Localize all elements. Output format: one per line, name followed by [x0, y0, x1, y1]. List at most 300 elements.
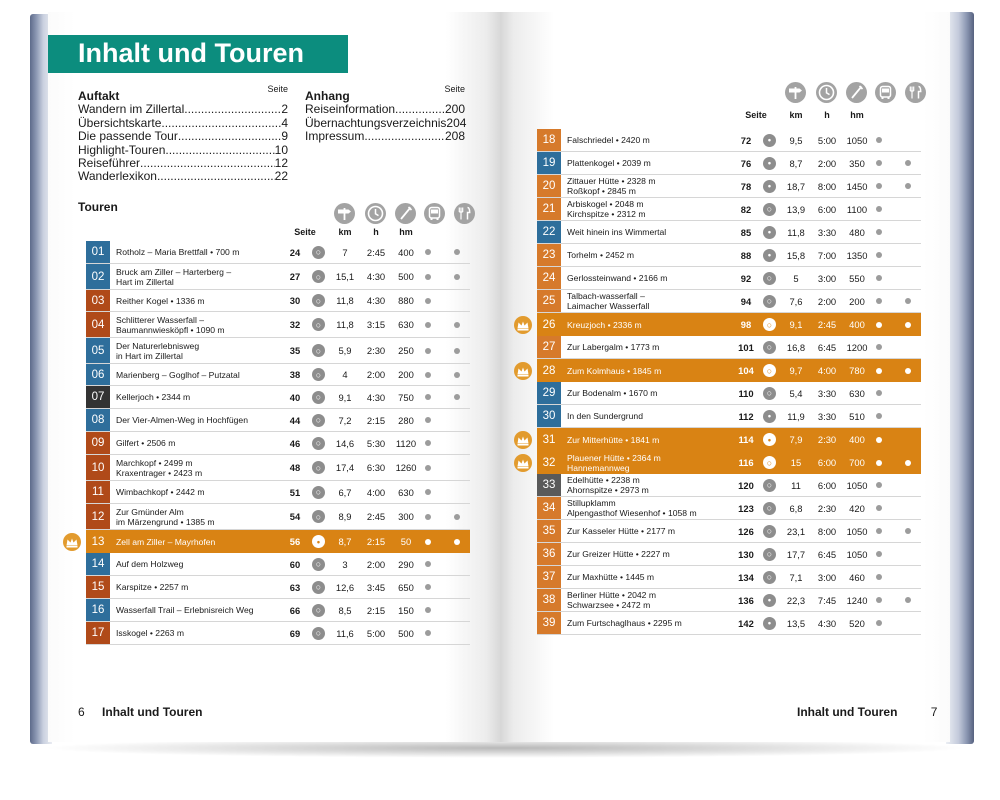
difficulty-easy-icon: ○	[312, 437, 325, 450]
tour-name-line: im Märzengrund • 1385 m	[116, 516, 215, 527]
bus-indicator-dot	[425, 539, 431, 545]
tour-name	[116, 312, 284, 337]
restaurant-icon	[454, 203, 475, 224]
tour-number: 36	[537, 543, 561, 565]
highlight-crown-icon	[513, 361, 533, 381]
toc-entry[interactable]	[78, 170, 288, 183]
tour-name	[116, 386, 284, 408]
tour-row[interactable]	[86, 553, 470, 576]
difficulty-medium-icon: •	[763, 249, 776, 262]
column-header-km: km	[338, 227, 352, 237]
tour-h: 6:45	[817, 548, 837, 560]
toc-entry-page: 22	[274, 169, 288, 184]
tour-number: 06	[86, 364, 110, 385]
tour-page: 120	[738, 479, 754, 491]
tour-page: 76	[740, 157, 752, 169]
tour-hm: 1450	[846, 180, 868, 192]
difficulty-medium-icon: •	[763, 157, 776, 170]
tour-h: 4:30	[366, 271, 386, 282]
tour-name	[116, 455, 284, 480]
tour-name	[567, 221, 735, 243]
tour-km: 13,5	[786, 617, 806, 629]
difficulty-easy-icon: ○	[763, 272, 776, 285]
difficulty-easy-icon: ○	[312, 270, 325, 283]
toc-anhang-heading: Anhang	[305, 89, 350, 103]
bus-indicator-dot	[876, 206, 882, 212]
tour-row[interactable]	[537, 612, 921, 635]
tour-number: 27	[537, 336, 561, 358]
tour-row[interactable]	[86, 386, 470, 409]
tour-number: 21	[537, 198, 561, 220]
tour-km: 11,8	[787, 226, 805, 238]
tour-row[interactable]	[537, 566, 921, 589]
tour-number: 18	[537, 129, 561, 151]
tour-h: 4:30	[817, 617, 837, 629]
toc-entry-page: 208	[444, 129, 465, 144]
food-indicator-dot	[454, 372, 460, 378]
highlight-crown-icon	[513, 430, 533, 450]
tour-h: 3:00	[817, 571, 837, 583]
toc-entry-page: 2	[281, 102, 288, 117]
tour-page: 66	[289, 604, 301, 616]
bus-indicator-dot	[876, 344, 882, 350]
toc-leader-dots	[165, 144, 274, 157]
tour-name-line: Schwarzsee • 2472 m	[567, 600, 651, 610]
tour-name-line: Laimacher Wasserfall	[567, 301, 650, 311]
tour-hm: 650	[398, 581, 414, 593]
tour-name-line: Zum Kolmhaus • 1845 m	[567, 365, 662, 376]
left-page-number: 6	[78, 705, 85, 719]
tour-page: 110	[738, 387, 754, 399]
tour-hm: 880	[398, 295, 414, 306]
difficulty-easy-icon: ○	[312, 368, 325, 381]
tour-name	[567, 382, 735, 404]
difficulty-medium-icon: •	[763, 226, 776, 239]
tour-row[interactable]	[537, 221, 921, 244]
tour-name-line: Kellerjoch • 2344 m	[116, 392, 191, 402]
tour-name	[116, 338, 284, 363]
tour-page: 98	[740, 319, 752, 330]
bus-indicator-dot	[876, 413, 882, 419]
bus-indicator-dot	[876, 528, 882, 534]
tour-hm: 500	[398, 627, 414, 639]
tour-number: 11	[86, 481, 110, 503]
toc-entry-label: Übernachtungsverzeichnis	[305, 115, 447, 130]
bus-indicator-dot	[876, 620, 882, 626]
tour-name-line: Weit hinein ins Wimmertal	[567, 227, 667, 237]
tour-page: 24	[289, 246, 301, 258]
tour-hm: 1050	[846, 525, 868, 537]
tour-hm: 1050	[846, 479, 868, 491]
tour-name	[567, 520, 735, 542]
tour-row[interactable]	[86, 432, 470, 455]
tour-name	[116, 481, 284, 503]
tour-row[interactable]	[537, 290, 921, 313]
tour-hm: 520	[849, 617, 865, 629]
tour-row[interactable]	[537, 589, 921, 612]
tour-row[interactable]	[86, 264, 470, 290]
tour-h: 2:00	[817, 295, 837, 307]
tour-name-line: Gerlossteinwand • 2166 m	[567, 273, 668, 283]
tour-h: 2:30	[366, 345, 386, 356]
tour-page: 51	[289, 486, 301, 498]
tour-hm: 1050	[846, 134, 868, 146]
difficulty-easy-icon: ○	[763, 456, 776, 469]
food-indicator-dot	[905, 460, 911, 466]
difficulty-easy-icon: ○	[763, 571, 776, 584]
column-header-h: h	[824, 110, 830, 120]
tour-km: 7,6	[789, 295, 803, 307]
tour-row[interactable]	[86, 455, 470, 481]
tour-h: 4:00	[366, 486, 386, 498]
toc-leader-dots	[184, 103, 281, 116]
tour-h: 2:45	[817, 319, 837, 330]
difficulty-easy-icon: ○	[763, 548, 776, 561]
food-indicator-dot	[905, 528, 911, 534]
bus-indicator-dot	[425, 561, 431, 567]
tour-name	[116, 432, 284, 454]
bus-icon	[424, 203, 445, 224]
toc-entry-label: Highlight-Touren	[78, 142, 166, 157]
tour-row[interactable]	[537, 474, 921, 497]
tour-number: 39	[537, 612, 561, 634]
tour-h: 2:30	[817, 502, 837, 514]
toc-entry[interactable]	[78, 117, 288, 130]
tour-number: 37	[537, 566, 561, 588]
bus-indicator-dot	[425, 372, 431, 378]
toc-entry-label: Die passende Tour	[78, 129, 178, 144]
bus-indicator-dot	[425, 489, 431, 495]
left-page	[48, 12, 500, 742]
toc-anhang-seite-label: Seite	[444, 84, 465, 94]
touren-heading: Touren	[78, 200, 118, 214]
tour-row[interactable]	[537, 451, 921, 474]
tour-hm: 400	[849, 434, 865, 445]
difficulty-easy-icon: ○	[312, 391, 325, 404]
food-indicator-dot	[454, 394, 460, 400]
tour-row[interactable]	[537, 336, 921, 359]
toc-entry[interactable]	[78, 144, 288, 157]
tour-km: 17,4	[335, 462, 355, 473]
tour-hm: 290	[398, 558, 414, 570]
difficulty-medium-icon: •	[763, 134, 776, 147]
toc-entry[interactable]	[78, 130, 288, 143]
toc-entry-label: Wandern im Zillertal	[78, 102, 185, 117]
tour-name-line: Zell am Ziller – Mayrhofen	[116, 536, 216, 547]
toc-leader-dots	[157, 170, 275, 183]
tour-h: 6:00	[817, 203, 837, 215]
tour-km: 5,4	[789, 387, 803, 399]
page-title: Inhalt und Touren	[78, 38, 304, 68]
tour-km: 5	[793, 272, 799, 284]
tour-km: 8,7	[789, 157, 803, 169]
column-header-hm: hm	[850, 110, 864, 120]
signpost-icon	[334, 203, 355, 224]
tour-km: 23,1	[786, 525, 806, 537]
tour-page: 48	[289, 462, 301, 473]
tour-name	[567, 405, 735, 427]
tour-hm: 510	[849, 410, 865, 422]
tour-name	[567, 543, 735, 565]
tour-row[interactable]	[537, 198, 921, 221]
book-edge-right	[946, 12, 974, 744]
tour-name	[567, 612, 735, 634]
tour-number: 24	[537, 267, 561, 289]
tour-page: 54	[289, 511, 301, 522]
bus-indicator-dot	[425, 440, 431, 446]
tour-number: 09	[86, 432, 110, 454]
difficulty-easy-icon: ○	[312, 604, 325, 617]
difficulty-easy-icon: ○	[763, 364, 776, 377]
tour-page: 142	[738, 617, 754, 629]
clock-icon	[365, 203, 386, 224]
tour-row[interactable]	[537, 428, 921, 451]
bus-indicator-dot	[876, 505, 882, 511]
food-indicator-dot	[905, 322, 911, 328]
tour-row[interactable]	[86, 504, 470, 530]
tour-page: 30	[289, 295, 301, 306]
bus-indicator-dot	[425, 417, 431, 423]
tour-h: 2:00	[366, 558, 386, 570]
food-indicator-dot	[454, 348, 460, 354]
tour-number: 14	[86, 553, 110, 575]
tour-name	[116, 409, 284, 431]
tour-name	[567, 129, 735, 151]
tour-hm: 50	[400, 536, 412, 547]
tour-name-line: Der Vier-Almen-Weg in Hochfügen	[116, 415, 248, 425]
tour-hm: 400	[398, 246, 414, 258]
tour-h: 2:00	[366, 369, 386, 380]
tour-row[interactable]	[86, 530, 470, 553]
tour-row[interactable]	[537, 313, 921, 336]
bus-indicator-dot	[425, 274, 431, 280]
toc-entry-page: 4	[281, 115, 288, 130]
tour-name-line: Kreuzjoch • 2336 m	[567, 319, 642, 330]
toc-anhang-list	[305, 103, 465, 143]
tour-name	[567, 566, 735, 588]
toc-auftakt-list	[78, 103, 288, 183]
tour-hm: 700	[849, 457, 865, 468]
tour-number: 32	[537, 451, 561, 474]
tour-h: 6:30	[366, 462, 386, 473]
tour-km: 15	[790, 457, 802, 468]
tour-row[interactable]	[537, 497, 921, 520]
right-page	[500, 12, 950, 742]
tour-page: 114	[738, 434, 754, 445]
tour-row[interactable]	[86, 241, 470, 264]
tour-name-line: Alpengasthof Wiesenhof • 1058 m	[567, 508, 697, 518]
tour-row[interactable]	[537, 520, 921, 543]
tour-number: 30	[537, 405, 561, 427]
tour-name-line: In den Sundergrund	[567, 411, 643, 421]
bus-indicator-dot	[876, 390, 882, 396]
tour-km: 7,9	[789, 434, 803, 445]
tour-h: 3:30	[817, 387, 837, 399]
tour-name	[116, 599, 284, 621]
tour-name	[567, 244, 735, 266]
tour-name	[116, 241, 284, 263]
food-indicator-dot	[905, 368, 911, 374]
tour-page: 27	[289, 271, 301, 282]
tour-name-line: Plauener Hütte • 2364 m	[567, 452, 661, 463]
tour-row[interactable]	[537, 267, 921, 290]
tour-row[interactable]	[86, 290, 470, 312]
tour-number: 17	[86, 622, 110, 644]
bus-indicator-dot	[876, 183, 882, 189]
tour-name	[116, 364, 284, 385]
tour-h: 2:00	[817, 157, 837, 169]
tour-row[interactable]	[86, 364, 470, 386]
tour-number: 25	[537, 290, 561, 312]
toc-entry[interactable]	[305, 103, 465, 116]
tour-number: 22	[537, 221, 561, 243]
toc-entry[interactable]	[78, 103, 288, 116]
difficulty-easy-icon: ○	[312, 414, 325, 427]
tour-hm: 780	[849, 365, 865, 376]
tour-hm: 630	[398, 319, 414, 330]
tour-page: 46	[289, 437, 301, 449]
left-footer	[78, 705, 202, 719]
tour-name-line: Isskogel • 2263 m	[116, 628, 184, 638]
bus-indicator-dot	[876, 482, 882, 488]
tour-row[interactable]	[537, 543, 921, 566]
tour-number: 16	[86, 599, 110, 621]
tour-km: 7,1	[789, 571, 803, 583]
tour-row[interactable]	[86, 599, 470, 622]
tour-h: 7:00	[817, 249, 837, 261]
food-indicator-dot	[905, 597, 911, 603]
tour-name-line: Auf dem Holzweg	[116, 559, 184, 569]
tour-row[interactable]	[86, 312, 470, 338]
tour-hm: 1350	[846, 249, 868, 261]
right-page-number: 7	[930, 705, 938, 719]
tour-km: 6,7	[338, 486, 352, 498]
tour-row[interactable]	[86, 622, 470, 645]
tour-name-line: Zittauer Hütte • 2328 m	[567, 176, 656, 186]
tour-row[interactable]	[537, 405, 921, 428]
tour-km: 15,1	[335, 271, 355, 282]
toc-entry[interactable]	[78, 157, 288, 170]
tour-name-line: Hart im Zillertal	[116, 276, 174, 287]
food-indicator-dot	[454, 249, 460, 255]
tour-row[interactable]	[537, 129, 921, 152]
tour-row[interactable]	[86, 409, 470, 432]
tour-number: 26	[537, 313, 561, 336]
tour-name-line: Zur Greizer Hütte • 2227 m	[567, 549, 670, 559]
tour-page: 104	[738, 365, 754, 376]
hiking-stick-icon	[846, 82, 867, 103]
tour-row[interactable]	[86, 481, 470, 504]
tour-name	[567, 152, 735, 174]
tour-page: 92	[740, 272, 752, 284]
tour-name	[567, 589, 735, 611]
tour-row[interactable]	[537, 152, 921, 175]
tour-name-line: Hannemannweg	[567, 462, 630, 473]
bus-indicator-dot	[425, 584, 431, 590]
tour-row[interactable]	[537, 382, 921, 405]
toc-leader-dots	[140, 157, 275, 170]
tour-name	[567, 428, 735, 451]
tour-km: 5,9	[338, 345, 352, 356]
food-indicator-dot	[905, 183, 911, 189]
tour-row[interactable]	[537, 244, 921, 267]
tour-name-line: in Hart im Zillertal	[116, 350, 183, 361]
bus-indicator-dot	[425, 322, 431, 328]
tour-h: 4:30	[366, 295, 386, 306]
tour-page: 136	[738, 594, 754, 606]
tour-km: 4	[342, 369, 348, 380]
tour-km: 13,9	[786, 203, 806, 215]
bus-indicator-dot	[425, 394, 431, 400]
tour-hm: 250	[398, 345, 414, 356]
tour-hm: 630	[398, 486, 414, 498]
tour-h: 2:15	[366, 604, 386, 616]
toc-entry-label: Reiseführer	[78, 156, 141, 171]
tour-hm: 500	[398, 271, 414, 282]
bus-indicator-dot	[876, 460, 882, 466]
hiking-stick-icon	[395, 203, 416, 224]
tour-hm: 550	[849, 272, 865, 284]
tour-h: 6:00	[817, 479, 837, 491]
highlight-crown-icon	[513, 453, 533, 473]
tour-h: 5:30	[366, 437, 386, 449]
tour-page: 88	[740, 249, 752, 261]
signpost-icon	[785, 82, 806, 103]
difficulty-easy-icon: ○	[312, 294, 325, 307]
tour-name-line: Torhelm • 2452 m	[567, 250, 635, 260]
tour-name-line: Edelhütte • 2238 m	[567, 475, 640, 485]
tour-row[interactable]	[537, 359, 921, 382]
toc-entry-label: Reiseinformation	[305, 102, 396, 117]
toc-leader-dots	[395, 103, 445, 116]
tour-name-line: Baumannwiesköpfl • 1090 m	[116, 324, 225, 335]
toc-entry[interactable]	[305, 117, 465, 130]
tour-name-line: Der Naturerlebnisweg	[116, 340, 200, 351]
tour-row[interactable]	[86, 576, 470, 599]
toc-auftakt-seite-label: Seite	[267, 84, 288, 94]
tour-number: 28	[537, 359, 561, 382]
toc-entry[interactable]	[305, 130, 465, 143]
tour-page: 130	[738, 548, 754, 560]
tour-h: 4:30	[366, 391, 386, 403]
tour-name-line: Reither Kogel • 1336 m	[116, 295, 205, 306]
tour-number: 04	[86, 312, 110, 337]
tour-hm: 750	[398, 391, 414, 403]
tour-km: 16,8	[786, 341, 806, 353]
column-header-seite: Seite	[294, 227, 316, 237]
tour-hm: 350	[849, 157, 865, 169]
tour-row[interactable]	[86, 338, 470, 364]
difficulty-medium-icon: •	[763, 594, 776, 607]
difficulty-easy-icon: ○	[312, 461, 325, 474]
tour-number: 35	[537, 520, 561, 542]
tour-km: 11,8	[336, 295, 354, 306]
highlight-crown-icon	[62, 532, 82, 552]
tour-hm: 630	[849, 387, 865, 399]
toc-leader-dots	[178, 130, 281, 143]
tour-km: 14,6	[335, 437, 355, 449]
food-indicator-dot	[454, 514, 460, 520]
tour-name	[116, 576, 284, 598]
tour-number: 19	[537, 152, 561, 174]
tour-hm: 420	[849, 502, 865, 514]
tour-page: 82	[740, 203, 752, 215]
tour-name-line: Falschriedel • 2420 m	[567, 135, 650, 145]
tour-page: 112	[738, 410, 754, 422]
toc-entry-page: 12	[274, 156, 288, 171]
tour-row[interactable]	[537, 175, 921, 198]
tour-number: 31	[537, 428, 561, 451]
